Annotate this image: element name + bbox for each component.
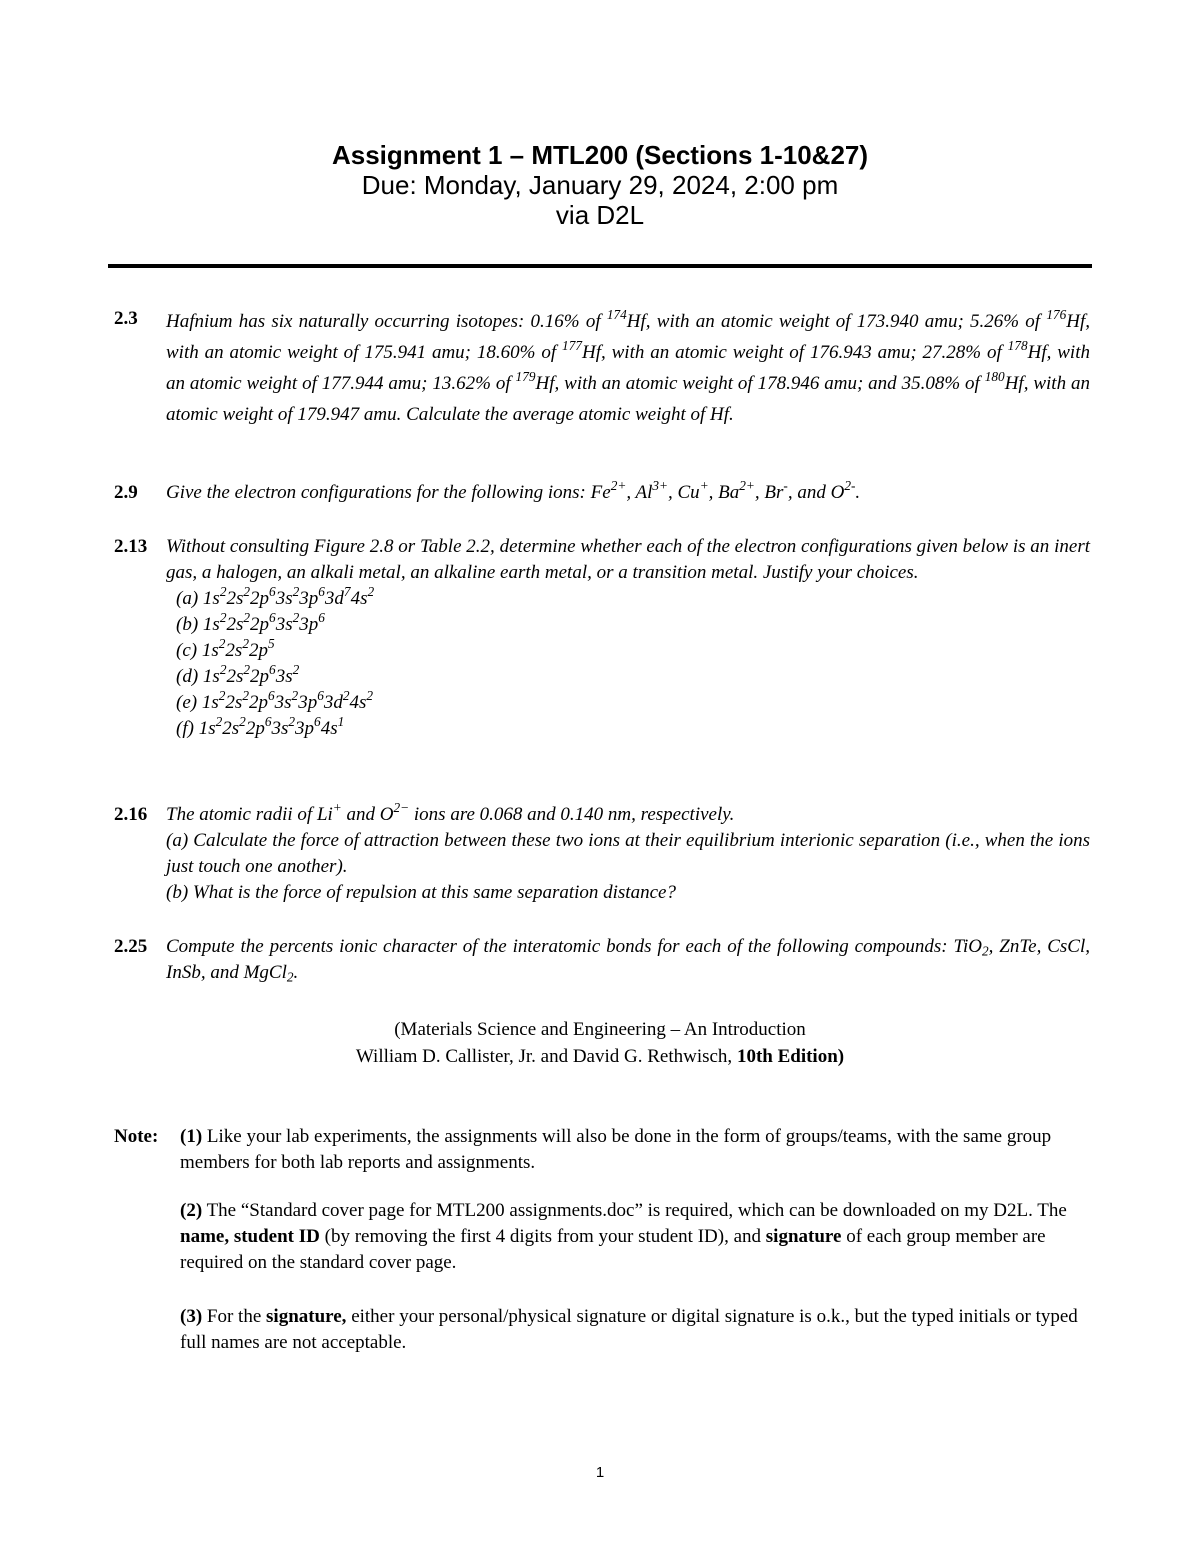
header-divider	[108, 264, 1092, 268]
ion: $Fe^{2+}$,	[590, 478, 636, 503]
electron-config-item: (b) $1s^22s^22p^63s^23p^6$	[176, 610, 325, 635]
problem-2-9	[114, 480, 1090, 506]
ion-list	[590, 478, 861, 503]
due-date: Due: Monday, January 29, 2024, 2:00 pm	[361, 170, 839, 200]
textbook-reference: (Materials Science and Engineering – An Introduction William D. Callister, Jr. and David G. Rethwisch, 10th Edition)	[355, 1019, 845, 1067]
ion: Br-, and	[764, 478, 831, 503]
page-number: 1	[595, 1464, 605, 1481]
problem-2-16	[114, 802, 1090, 906]
document-header	[0, 140, 1200, 230]
problem-number: 2.25	[114, 936, 148, 957]
problem-part-b: (b) What is the force of repulsion at this same separation distance?	[166, 882, 676, 903]
electron-config-item: (c) $1s^22s^22p^5$	[176, 636, 275, 661]
problem-text: Give the electron configurations for the following ions: $Fe^{2+}$, $Al^{3+}$, Cu+, $Ba^{2+}$, Br-, and $O^{2-}$.	[166, 478, 861, 503]
problem-2-25	[114, 934, 1090, 986]
ion: $O^{2-}$.	[830, 478, 861, 503]
electron-config-item: (f) $1s^22s^22p^63s^23p^64s^1$	[176, 714, 345, 739]
problem-text: Hafnium has six naturally occurring isotopes: 0.16% of $^{174}$Hf, with an atomic weight of 173.940 amu; 5.26% of $^{176}$Hf, with an atomic weight of 175.941 amu; 18.60% of $^{177}$Hf, with an atomic weight of 176.943 amu; 27.28% of $^{178}$Hf, with an atomic weight of 177.944 amu; 13.62% of $^{179}$Hf, with an atomic weight of 178.946 amu; and 35.08% of $^{180}$Hf, with an atomic weight of 179.947 amu. Calculate the average atomic weight of Hf.	[166, 307, 1091, 425]
problem-part-a: (a) Calculate the force of attraction between these two ions at their equilibrium interionic separation (i.e., when the ions just touch one another).	[166, 830, 1090, 877]
problem-number: 2.13	[114, 536, 148, 557]
problem-number: 2.3	[114, 308, 138, 329]
ion: $Al^{3+}$,	[635, 478, 678, 503]
problem-number: 2.16	[114, 804, 148, 825]
electron-config-item: (d) $1s^22s^22p^63s^2$	[176, 662, 300, 687]
ion: $Ba^{2+}$,	[718, 478, 765, 503]
electron-config-item: (e) $1s^22s^22p^63s^23p^63d^24s^2$	[176, 688, 374, 713]
note-3: (3) For the signature, either your personal/physical signature or digital signature is o.k., but the typed initials or typed full names are not acceptable.	[180, 1306, 1078, 1353]
config-list	[114, 586, 1090, 742]
electron-config-item: (a) $1s^22s^22p^63s^23p^63d^74s^2$	[176, 584, 375, 609]
problem-text: The atomic radii of Li+ and $O^{2-}$ ions are 0.068 and 0.140 nm, respectively.	[166, 800, 735, 825]
problem-text: Without consulting Figure 2.8 or Table 2.2, determine whether each of the electron configurations given below is an inert gas, a halogen, an alkali metal, an alkaline earth metal, or a transition metal. Justify your choices.	[166, 536, 1090, 583]
problem-number: 2.9	[114, 482, 138, 503]
note-2: (2) The “Standard cover page for MTL200 assignments.doc” is required, which can be downloaded on my D2L. The name, student ID (by removing the first 4 digits from your student ID), and signature of each group member are required on the standard cover page.	[180, 1200, 1067, 1273]
problem-text: Compute the percents ionic character of the interatomic bonds for each of the following compounds: TiO$_2$, ZnTe, CsCl, InSb, and MgCl$_2$.	[166, 936, 1091, 985]
problem-2-3	[114, 306, 1090, 430]
assignment-title: Assignment 1 – MTL200 (Sections 1-10&27)	[331, 140, 869, 170]
note-label: Note:	[114, 1126, 159, 1147]
problem-2-13	[114, 534, 1090, 742]
note-1: Note: (1) Like your lab experiments, the assignments will also be done in the form of groups/teams, with the same group members for both lab reports and assignments.	[114, 1126, 1052, 1173]
ion: Cu+,	[677, 478, 719, 503]
submission-method: via D2L	[555, 200, 645, 230]
